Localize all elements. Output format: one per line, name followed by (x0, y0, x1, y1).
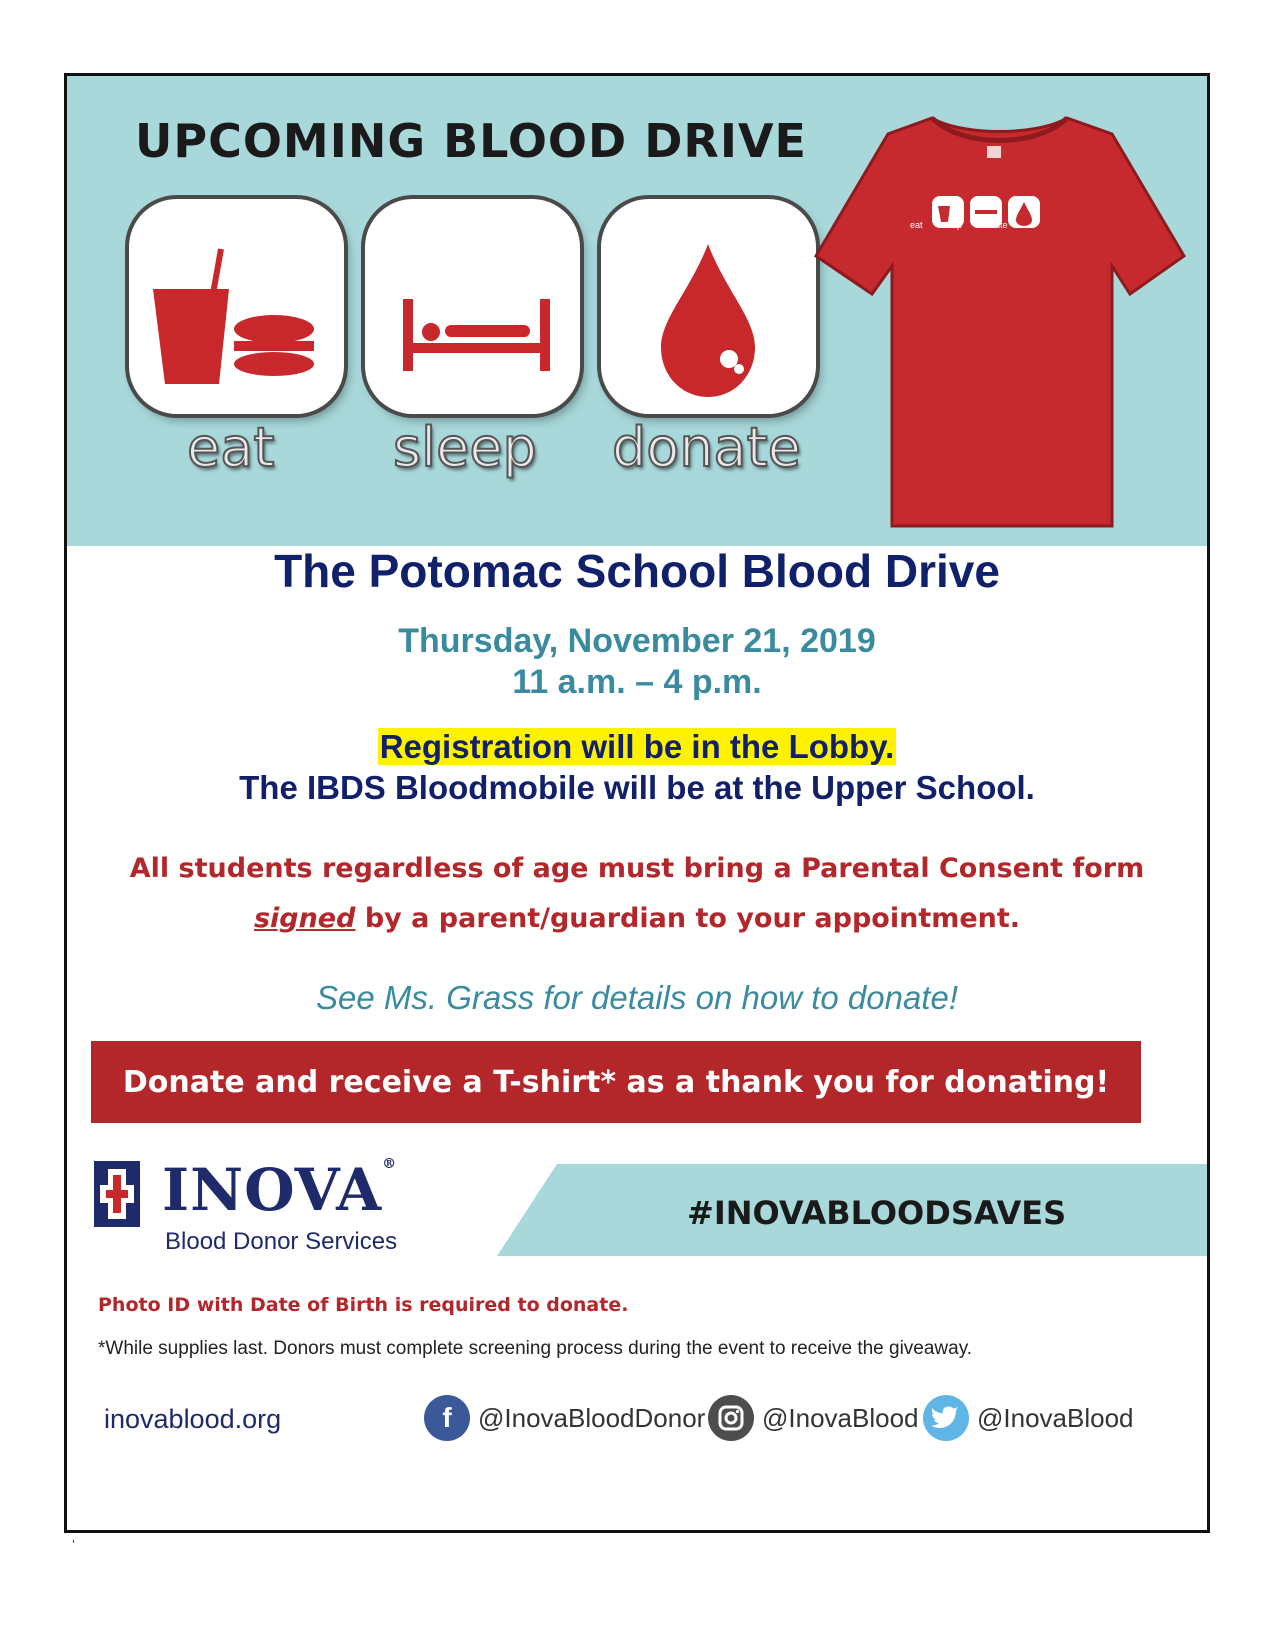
twitter-icon (923, 1395, 969, 1441)
donate-tile (601, 199, 816, 414)
shirt-label-sleep: sleep (940, 220, 963, 230)
event-title: The Potomac School Blood Drive (274, 545, 1000, 597)
red-tshirt-image (812, 106, 1187, 536)
shirt-icon-labels (910, 220, 1008, 230)
consent-line-1: All students regardless of age must bring a Parental Consent form (129, 853, 1145, 884)
tshirt-banner: Donate and receive a T-shirt* as a thank you for donating! (91, 1041, 1141, 1123)
instagram-icon (708, 1395, 754, 1441)
inova-logo-icon (94, 1161, 140, 1227)
blood-drop-icon (601, 199, 816, 414)
supplies-note: *While supplies last. Donors must complete screening process during the event to receive the giveaway. (98, 1338, 973, 1359)
bed-icon (365, 199, 580, 414)
consent-notice (67, 844, 1207, 944)
page-mark: ‘ (72, 1536, 76, 1552)
registered-mark: ® (382, 1156, 398, 1172)
bloodmobile-note: The IBDS Bloodmobile will be at the Upper School. (239, 769, 1035, 806)
hero-title: UPCOMING BLOOD DRIVE (135, 114, 807, 168)
instagram-handle: @InovaBlood (762, 1402, 919, 1433)
event-time: 11 a.m. – 4 p.m. (512, 663, 762, 701)
donate-label: donate (612, 416, 802, 479)
inova-wordmark (162, 1156, 397, 1224)
shirt-label-eat: eat (910, 220, 923, 230)
eat-label: eat (187, 416, 275, 479)
signed-emphasis: signed (253, 903, 356, 934)
instagram-link[interactable] (708, 1393, 919, 1443)
consent-line-2: by a parent/guardian to your appointment. (355, 903, 1021, 934)
facebook-link[interactable] (424, 1393, 705, 1443)
website-link[interactable]: inovablood.org (104, 1404, 282, 1434)
sleep-label: sleep (393, 416, 537, 479)
twitter-link[interactable] (923, 1393, 1134, 1443)
sleep-tile (365, 199, 580, 414)
flyer (64, 73, 1210, 1533)
shirt-label-donate: donate (980, 220, 1008, 230)
details-note: See Ms. Grass for details on how to donate! (315, 979, 958, 1016)
eat-tile (129, 199, 344, 414)
event-date: Thursday, November 21, 2019 (398, 622, 876, 660)
event-datetime (67, 621, 1207, 703)
inova-name: INOVA (162, 1156, 383, 1224)
facebook-handle: @InovaBloodDonor (478, 1402, 706, 1433)
eat-icon (129, 199, 344, 414)
inova-subtitle: Blood Donor Services (165, 1228, 398, 1255)
registration-note: Registration will be in the Lobby. (379, 728, 895, 765)
facebook-icon: f (424, 1395, 470, 1441)
location-info (67, 726, 1207, 808)
photo-id-note: Photo ID with Date of Birth is required to donate. (98, 1294, 629, 1316)
hero-banner (67, 76, 1207, 546)
twitter-handle: @InovaBlood (977, 1402, 1134, 1433)
hashtag: #INOVABLOODSAVES (687, 1194, 1067, 1232)
